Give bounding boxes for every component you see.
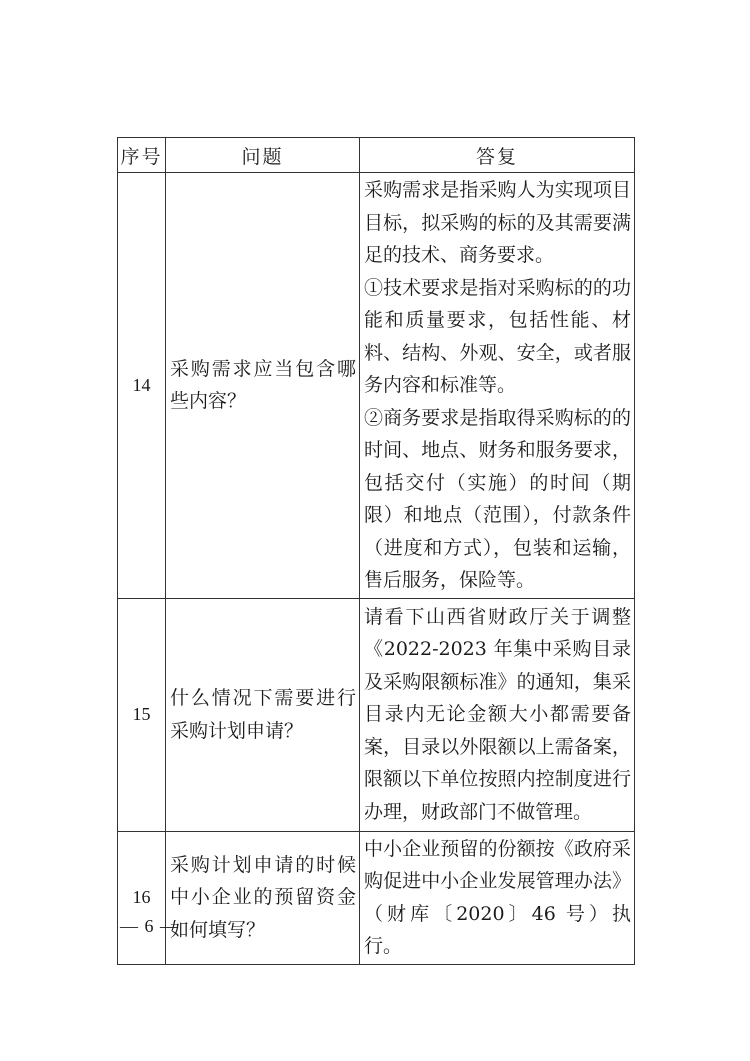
- header-question: 问题: [166, 138, 360, 173]
- answer-paragraph: 请看下山西省财政厅关于调整《2022-2023 年集中采购目录及采购限额标准》的通知，集采目录内无论金额大小都需要备案，目录以外限额以上需备案，限额以下单位按照内控制度进行办理，财政部门不做管理。: [364, 605, 631, 823]
- qa-table: [117, 137, 635, 965]
- row-answer: [360, 598, 635, 831]
- answer-paragraph: ①技术要求是指对采购标的的功能和质量要求，包括性能、材料、结构、外观、安全，或者服务内容和标准等。: [364, 276, 631, 396]
- table-row: [118, 173, 635, 599]
- table-row: [118, 831, 635, 964]
- answer-paragraph: 采购需求是指采购人为实现项目目标，拟采购的标的及其需要满足的技术、商务要求。: [364, 179, 631, 266]
- row-number: 16: [118, 831, 166, 964]
- page-number: — 6 —: [120, 916, 179, 936]
- row-answer: [360, 173, 635, 599]
- row-number: 14: [118, 173, 166, 599]
- answer-paragraph: 中小企业预留的份额按《政府采购促进中小企业发展管理办法》（财库〔2020〕46 号）执行。: [364, 837, 631, 957]
- row-number: 15: [118, 598, 166, 831]
- header-answer: 答复: [360, 138, 635, 173]
- row-question: 采购需求应当包含哪些内容？: [166, 173, 360, 599]
- row-question: 什么情况下需要进行采购计划申请？: [166, 598, 360, 831]
- answer-paragraph: ②商务要求是指取得采购标的的时间、地点、财务和服务要求，包括交付（实施）的时间（期限）和地点（范围），付款条件（进度和方式），包装和运输，售后服务，保险等。: [364, 406, 631, 591]
- row-answer: [360, 831, 635, 964]
- table-header-row: [118, 138, 635, 173]
- row-question: 采购计划申请的时候中小企业的预留资金如何填写？: [166, 831, 360, 964]
- table-row: [118, 598, 635, 831]
- header-no: 序号: [118, 138, 166, 173]
